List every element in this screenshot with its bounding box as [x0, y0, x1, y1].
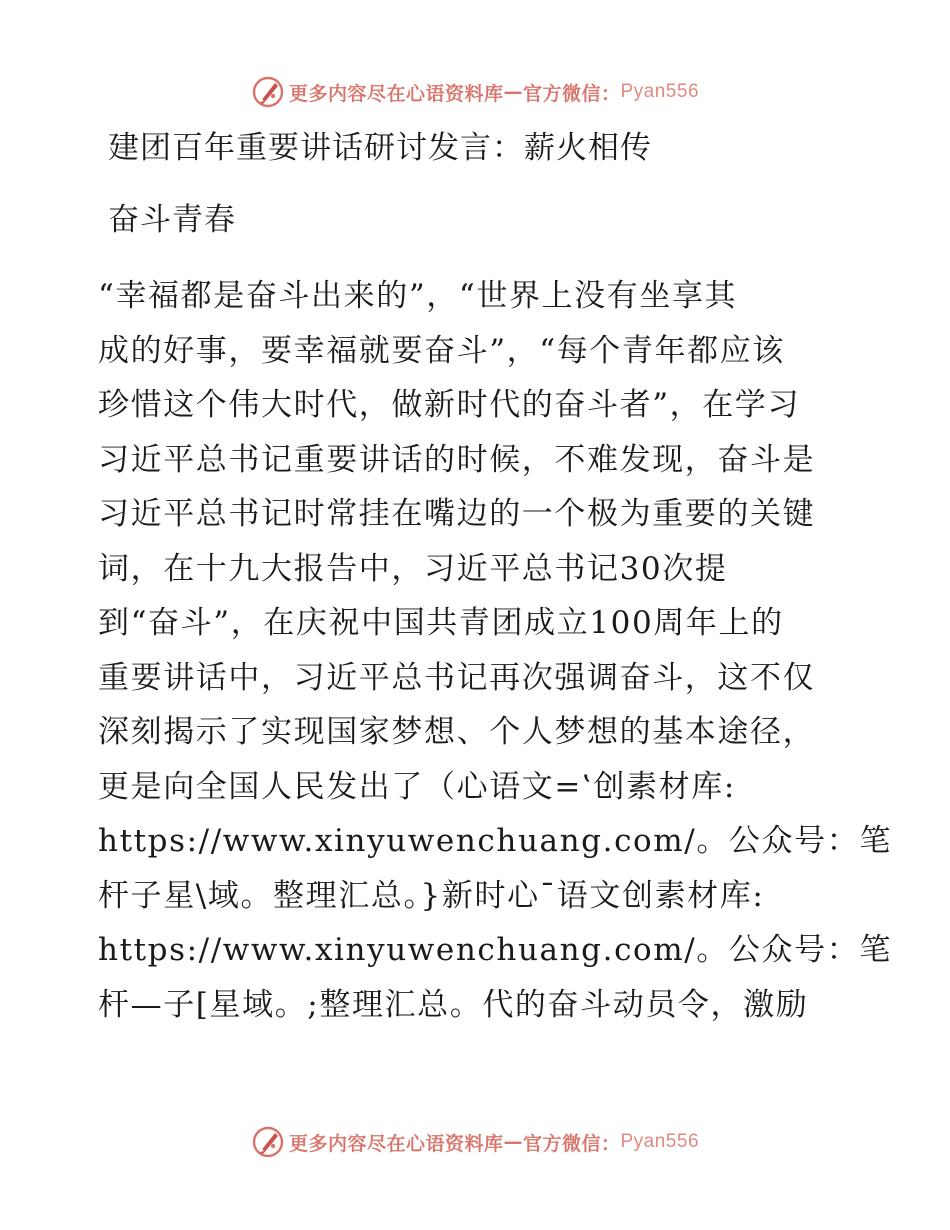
body-line: https://www.xinyuwenchuang.com/。公众号：笔	[98, 823, 892, 859]
body-line: 习近平总书记重要讲话的时候，不难发现，奋斗是	[98, 441, 816, 478]
watermark-wechat-id: Pyan556	[620, 1131, 700, 1152]
body-line: “幸福都是奋斗出来的”，“世界上没有坐享其	[98, 278, 738, 314]
watermark-wechat-label: 官方微信：	[522, 1132, 621, 1155]
body-line: 词，在十九大报告中，习近平总书记30次提	[98, 550, 728, 587]
body-line: 更是向全国人民发出了（心语文=‛创素材库:	[98, 768, 736, 805]
body-line: 杆—子[星域。;整理汇总。代的奋斗动员令，激励	[98, 986, 809, 1023]
watermark-brand: 更多内容尽在心语资料库	[288, 1132, 504, 1155]
quill-pen-circle-icon	[251, 75, 285, 109]
footer-watermark	[0, 1122, 950, 1162]
body-line: 重要讲话中，习近平总书记再次强调奋斗，这不仅	[98, 659, 816, 696]
watermark-dash: —	[503, 81, 523, 103]
body-line: 珍惜这个伟大时代，做新时代的奋斗者”，在学习	[98, 387, 801, 423]
body-line: https://www.xinyuwenchuang.com/。公众号：笔	[98, 932, 892, 968]
watermark-wechat-label: 官方微信：	[522, 82, 621, 105]
watermark-brand: 更多内容尽在心语资料库	[288, 82, 504, 105]
body-line: 成的好事，要幸福就要奋斗”，“每个青年都应该	[98, 332, 785, 369]
document-title-line-2: 奋斗青春	[108, 202, 236, 238]
body-line: 习近平总书记时常挂在嘴边的一个极为重要的关键	[98, 496, 816, 532]
quill-pen-circle-icon	[251, 1125, 285, 1159]
body-line: 深刻揭示了实现国家梦想、个人梦想的基本途径，	[98, 714, 816, 750]
body-line: 到“奋斗”，在庆祝中国共青团成立100周年上的	[98, 605, 784, 641]
watermark-dash: —	[503, 1131, 523, 1153]
watermark-wechat-id: Pyan556	[620, 81, 700, 102]
body-line: 杆子星\域。整理汇总。}新时心¯语文创素材库:	[98, 877, 765, 914]
document-title-line-1: 建团百年重要讲话研讨发言：薪火相传	[108, 130, 652, 166]
header-watermark	[0, 72, 950, 112]
document-body	[98, 276, 892, 1039]
